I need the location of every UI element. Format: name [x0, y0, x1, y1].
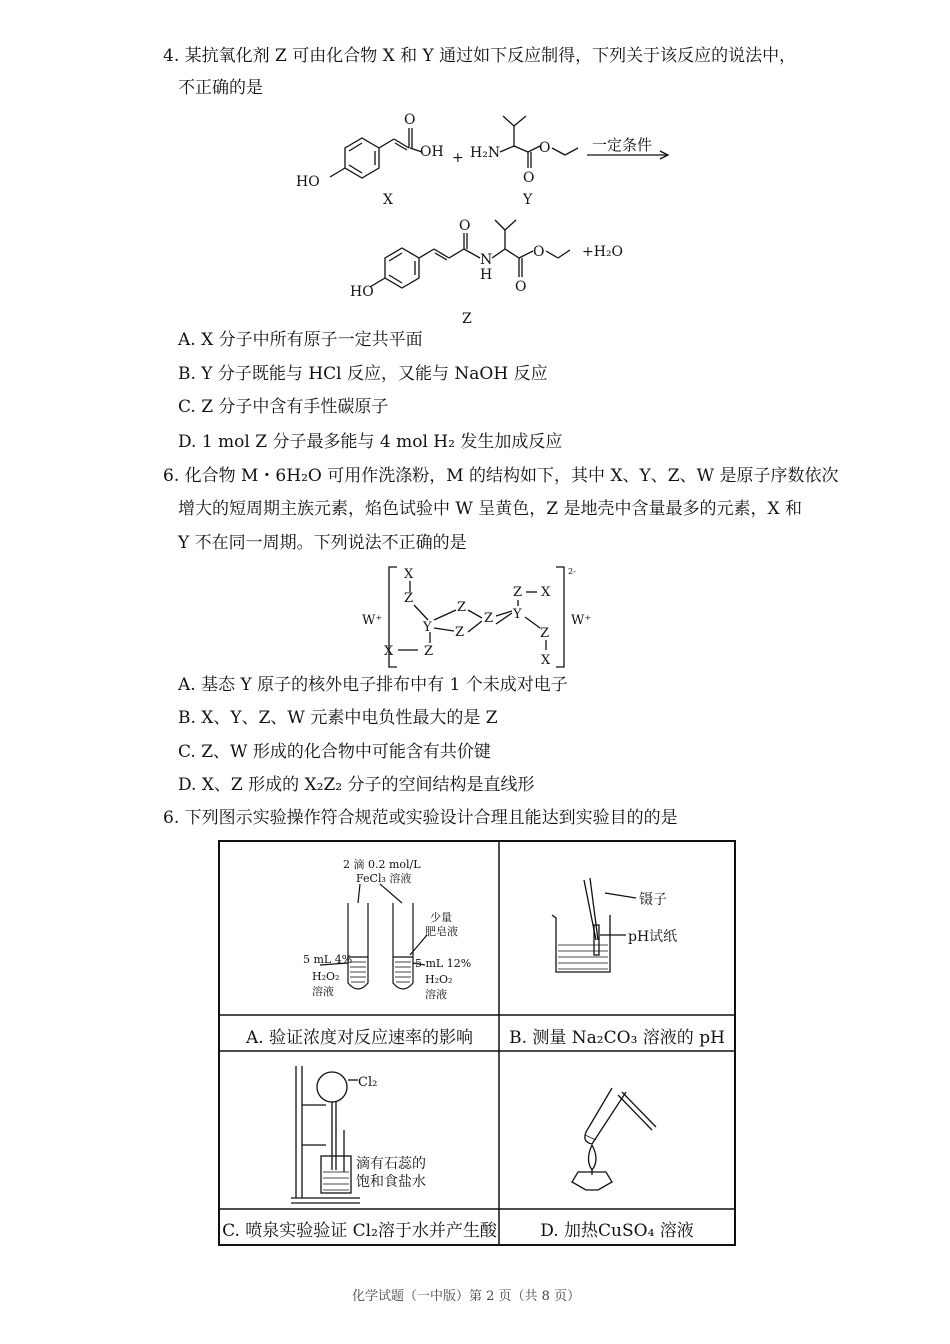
a-soap-label1: 少量	[430, 911, 452, 924]
q6-caption-d: D. 加热CuSO₄ 溶液	[540, 1221, 694, 1241]
m-w-right: W⁺	[571, 613, 592, 628]
y-ester-o-label: O	[539, 140, 551, 156]
z-ho-label: HO	[350, 284, 374, 300]
panel-b-liquid	[558, 945, 608, 969]
q4-option-c: C. Z 分子中含有手性碳原子	[178, 397, 389, 417]
a-left-label2: H₂O₂	[312, 970, 340, 983]
c-note-label2: 饱和食盐水	[356, 1174, 426, 1190]
q5-option-c: C. Z、W 形成的化合物中可能含有共价键	[178, 742, 491, 762]
panel-a-liquid	[350, 962, 411, 982]
reaction-condition: 一定条件	[592, 136, 653, 154]
q5-option-b: B. X、Y、Z、W 元素中电负性最大的是 Z	[178, 708, 498, 728]
m-y-left: Y	[423, 620, 432, 635]
panel-c-liquid	[323, 1172, 349, 1190]
q5-stem-line3: Y 不在同一周期。下列说法不正确的是	[178, 533, 467, 553]
m-z-right-bottom: Z	[540, 626, 550, 641]
m-z-bridge1: Z	[457, 600, 467, 615]
z-o-label: O	[459, 218, 471, 234]
c-note-label1: 滴有石蕊的	[356, 1156, 426, 1172]
panel-d-apparatus	[572, 1088, 656, 1190]
q4-option-a: A. X 分子中所有原子一定共平面	[178, 330, 423, 350]
b-tweezers-label: 镊子	[639, 892, 667, 908]
q5-option-d: D. X、Z 形成的 X₂Z₂ 分子的空间结构是直线形	[178, 775, 535, 795]
x-oh-label: OH	[420, 144, 444, 160]
m-x-left-bottom: X	[384, 644, 394, 659]
y-h2n-label: H₂N	[470, 145, 501, 161]
q6-stem: 6. 下列图示实验操作符合规范或实验设计合理且能达到实验目的的是	[163, 808, 678, 828]
panel-b-beaker	[552, 878, 636, 972]
a-right-label2: H₂O₂	[425, 973, 453, 986]
panel-c-apparatus	[291, 1066, 360, 1203]
y-o-label: O	[523, 170, 535, 186]
m-x-right-top: X	[541, 585, 551, 600]
m-z-bridge3: Z	[484, 611, 494, 626]
label-z: Z	[462, 311, 472, 327]
q6-caption-a: A. 验证浓度对反应速率的影响	[245, 1028, 474, 1048]
q5-stem-line1: 6. 化合物 M・6H₂O 可用作洗涤粉，M 的结构如下，其中 X、Y、Z、W 是原子序数依次	[163, 466, 839, 486]
m-x-top: X	[404, 567, 414, 582]
x-o-label: O	[404, 112, 416, 128]
a-soap-label2: 肥皂液	[425, 925, 458, 938]
q4-option-b: B. Y 分子既能与 HCl 反应，又能与 NaOH 反应	[178, 364, 548, 384]
label-x: X	[383, 192, 393, 208]
b-paper-label: pH试纸	[628, 929, 678, 945]
q6-caption-b: B. 测量 Na₂CO₃ 溶液的 pH	[509, 1028, 725, 1048]
q5-stem-line2: 增大的短周期主族元素，焰色试验中 W 呈黄色，Z 是地壳中含量最多的元素，X 和	[178, 499, 803, 519]
q5-option-a: A. 基态 Y 原子的核外电子排布中有 1 个未成对电子	[178, 675, 568, 695]
a-left-label1: 5 mL 4%	[303, 953, 353, 966]
label-y: Y	[523, 192, 533, 208]
m-z-bridge2: Z	[455, 625, 465, 640]
plus-h2o: +H₂O	[582, 244, 624, 260]
m-y-right: Y	[513, 607, 522, 622]
m-charge: 2-	[568, 567, 576, 576]
a-drop-label1: 2 滴 0.2 mol/L	[343, 858, 421, 871]
plus-sign: +	[452, 150, 464, 166]
a-left-label3: 溶液	[312, 985, 334, 998]
z-ester-o-label: O	[533, 244, 545, 260]
q4-option-d: D. 1 mol Z 分子最多能与 4 mol H₂ 发生加成反应	[178, 432, 563, 452]
z-o2-label: O	[515, 279, 527, 295]
a-right-label3: 溶液	[425, 988, 447, 1001]
a-drop-label2: FeCl₃ 溶液	[356, 872, 412, 885]
page-footer: 化学试题（一中版）第 2 页（共 8 页）	[352, 1289, 581, 1304]
z-n-label: N	[480, 252, 493, 268]
q6-caption-c: C. 喷泉实验验证 Cl₂溶于水并产生酸	[222, 1221, 497, 1241]
m-w-left: W⁺	[362, 613, 383, 628]
m-x-right-bottom: X	[541, 653, 551, 668]
c-gas-label: Cl₂	[358, 1075, 378, 1090]
z-h-label: H	[480, 267, 493, 283]
a-right-label1: 5 mL 12%	[415, 957, 472, 970]
m-z-top: Z	[404, 591, 414, 606]
q4-stem-line1: 4. 某抗氧化剂 Z 可由化合物 X 和 Y 通过如下反应制得，下列关于该反应的说法中，	[163, 46, 797, 66]
m-z-left-bottom: Z	[424, 644, 434, 659]
m-z-right-top: Z	[513, 585, 523, 600]
q4-stem-line2: 不正确的是	[178, 78, 263, 98]
x-ho-label: HO	[296, 174, 320, 190]
